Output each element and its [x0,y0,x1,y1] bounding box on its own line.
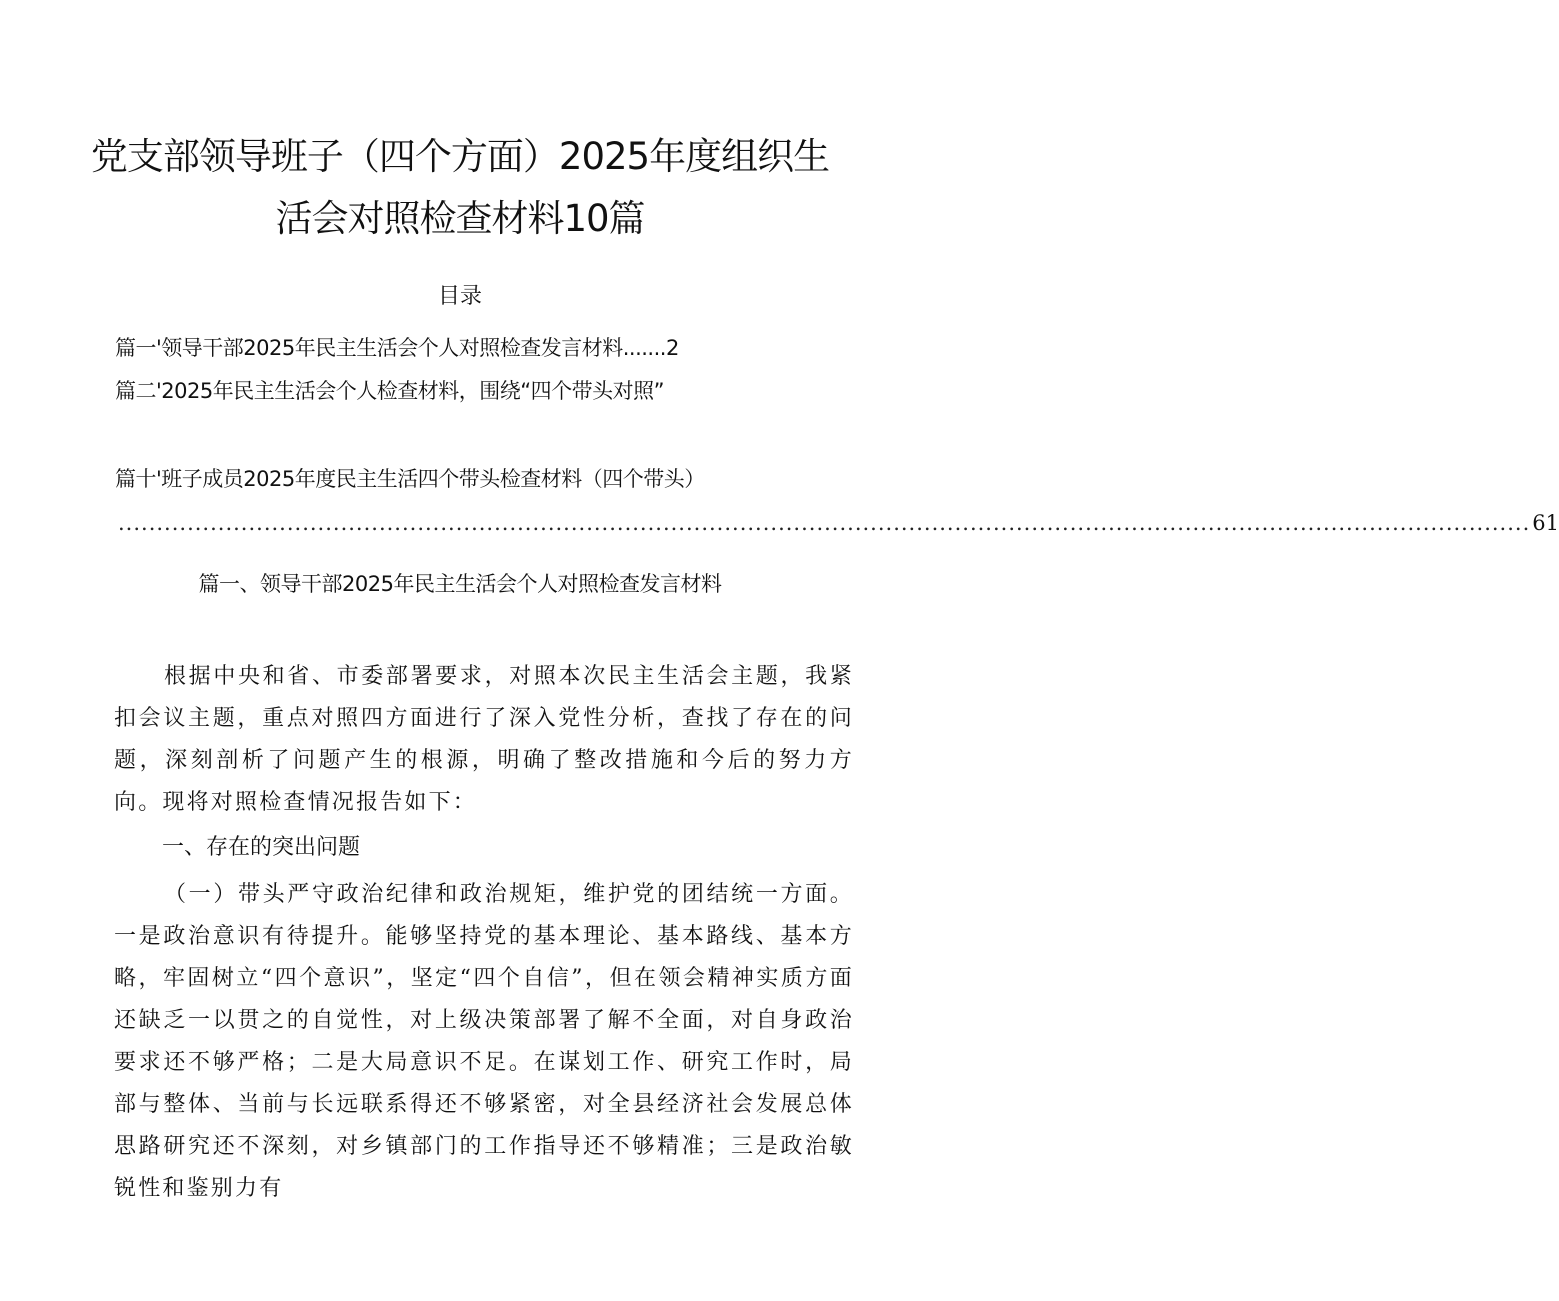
intro-paragraph: 根据中央和省、市委部署要求，对照本次民主生活会主题，我紧扣会议主题，重点对照四方面进行了深入党性分析，查找了存在的问题，深刻剖析了问题产生的根源，明确了整改措施和今后的努力方向。现将对照检查情况报告如下： [114,664,854,815]
toc-entry-10-leader[interactable] [118,508,1559,538]
toc-dot-leader: ........................................................................................................................................................................................ [118,511,1531,535]
subheading-problems: 一、存在的突出问题 [162,835,361,860]
toc-page-number: 61 [1532,511,1559,535]
body-paragraph-1: （一）带头严守政治纪律和政治规矩，维护党的团结统一方面。一是政治意识有待提升。能够坚持党的基本理论、基本路线、基本方略，牢固树立“四个意识”，坚定“四个自信”，但在领会精神实质方面还缺乏一以贯之的自觉性，对上级决策部署了解不全面，对自身政治要求还不够严格；二是大局意识不足。在谋划工作、研究工作时，局部与整体、当前与长远联系得还不够紧密，对全县经济社会发展总体思路研究还不深刻，对乡镇部门的工作指导还不够精准；三是政治敏锐性和鉴别力有 [114,882,854,1201]
document-title-line-1: 党支部领导班子（四个方面）2025年度组织生 [90,135,830,178]
toc-entry-10[interactable]: 篇十'班子成员2025年度民主生活四个带头检查材料（四个带头） [115,467,705,491]
document-title-line-2: 活会对照检查材料10篇 [275,197,645,240]
toc-heading: 目录 [437,284,482,309]
section-heading: 篇一、领导干部2025年民主生活会个人对照检查发言材料 [198,572,722,596]
toc-entry-2[interactable]: 篇二'2025年民主生活会个人检查材料，围绕“四个带头对照” [115,379,664,403]
toc-entry-1[interactable]: 篇一'领导干部2025年民主生活会个人对照检查发言材料.......2 [115,336,679,360]
